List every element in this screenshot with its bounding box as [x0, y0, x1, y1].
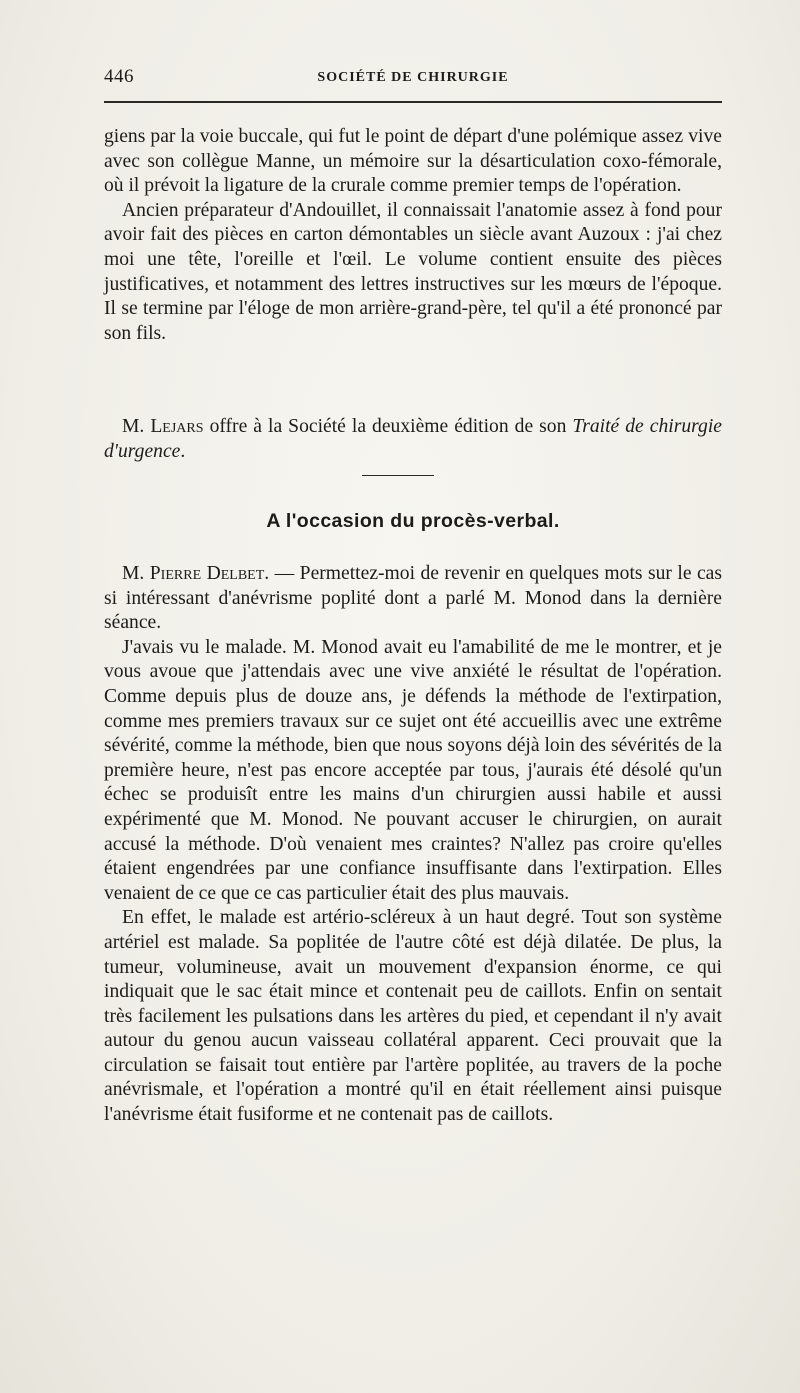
body-text-top: [104, 125, 722, 346]
delbet-intro-paragraph: [104, 562, 722, 636]
paragraph-continuation: giens par la voie buccale, qui fut le point de départ d'une polémique assez vive avec son collègue Manne, un mémoire sur la désarticulation coxo-fémorale, où il prévoit la ligature de la crurale comme premier temps de l'opération.: [104, 126, 722, 197]
speaker-name: Pierre Delbet: [149, 563, 265, 584]
lejars-prefix: M.: [122, 416, 151, 437]
delbet-remarks: [104, 562, 722, 1128]
page-header: [104, 66, 722, 96]
lejars-book-title: Traité de chirurgie d'urgence: [104, 416, 722, 462]
delbet-paragraph-1: J'avais vu le malade. M. Monod avait eu l'amabilité de me le montrer, et je vous avoue que j'attendais avec une vive anxiété le résultat de l'opération. Comme depuis plus de douze ans, je défends la méthode de l'extirpation, comme mes premiers travaux sur ce sujet ont été accueillis avec une extrême sévérité, comme la méthode, bien que nous soyons déjà loin des sévérités de la première heure, n'est pas encore acceptée par tous, j'aurais été désolé qu'un échec se produisît entre les mains d'un chirurgien aussi habile et aussi expérimenté que M. Monod. Ne pouvant accuser le chirurgien, on aurait accusé la méthode. D'où venaient mes craintes? N'allez pas croire qu'elles étaient engendrées par une confiance insuffisante dans l'extirpation. Elles venaient de ce que ce cas particulier était des plus mauvais.: [104, 636, 722, 904]
delbet-paragraph-2: En effet, le malade est artério-scléreux à un haut degré. Tout son système artériel est malade. Sa poplitée de l'autre côté est déjà dilatée. De plus, la tumeur, volumineuse, avait un mouvement d'expansion énorme, ce qui indiquait que le sac était mince et contenait peu de caillots. Enfin on sentait très facilement les pulsations dans les artères du pied, et cependant il n'y avait autour du genou aucun vaisseau collatéral apparent. Ceci prouvait que la circulation se faisait tout entière par l'artère poplitée, au travers de la poche anévrismale, et l'opération a montré qu'il en était réellement ainsi puisque l'anévrisme était fusiforme et ne contenait pas de caillots.: [104, 907, 722, 1126]
lejars-text: offre à la Société la deuxième édition de son: [203, 416, 573, 437]
running-title: SOCIÉTÉ DE CHIRURGIE: [317, 70, 509, 85]
delbet-prefix: M.: [122, 563, 150, 584]
delbet-intro-text: . — Permettez-moi de revenir en quelques mots sur le cas si intéressant d'anévrisme poplité dont a parlé M. Monod dans la dernière séance.: [104, 563, 722, 634]
lejars-suffix: .: [180, 440, 186, 462]
lejars-paragraph: [104, 415, 722, 464]
lejars-name: Lejars: [150, 416, 204, 437]
lejars-note: [104, 415, 722, 464]
paragraph-andouillet: Ancien préparateur d'Andouillet, il connaissait l'anatomie assez à fond pour avoir fait des pièces en carton démontables un siècle avant Auzoux : j'ai chez moi une tête, l'oreille et l'œil. Le volume contient ensuite des pièces justificatives, et notamment des lettres instructives sur les mœurs de l'époque. Il se termine par l'éloge de mon arrière-grand-père, tel qu'il a été prononcé par son fils.: [104, 199, 722, 344]
section-heading: A l'occasion du procès-verbal.: [266, 510, 560, 532]
header-rule: [104, 101, 722, 103]
page-number: 446: [104, 66, 134, 87]
section-divider: [362, 475, 434, 476]
